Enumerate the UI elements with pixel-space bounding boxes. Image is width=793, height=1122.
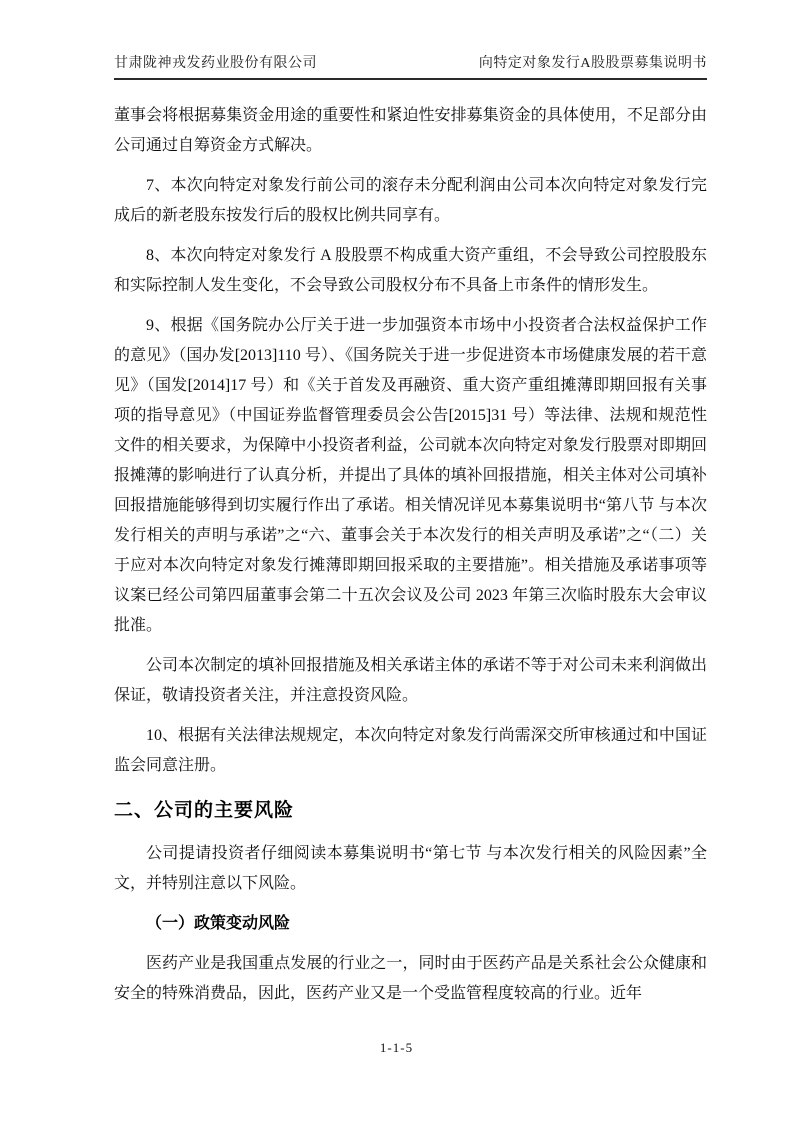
body-paragraph: 公司本次制定的填补回报措施及相关承诺主体的承诺不等于对公司未来利润做出保证，敬请投资者关注，并注意投资风险。: [114, 657, 707, 704]
body-paragraph: 7、本次向特定对象发行前公司的滚存未分配利润由公司本次向特定对象发行完成后的新老股东按发行后的股权比例共同享有。: [114, 177, 707, 224]
section-heading: 二、公司的主要风险: [114, 800, 295, 821]
page-header: [114, 52, 707, 80]
document-body: [114, 80, 707, 1009]
body-paragraph: 10、根据有关法律法规规定，本次向特定对象发行尚需深交所审核通过和中国证监会同意注册。: [114, 727, 707, 774]
body-paragraph: 公司提请投资者仔细阅读本募集说明书“第七节 与本次发行相关的风险因素”全文，并特别注意以下风险。: [114, 845, 707, 892]
subsection-heading: （一）政策变动风险: [146, 915, 291, 932]
header-company-name: 甘肃陇神戎发药业股份有限公司: [114, 56, 317, 71]
body-paragraph: 董事会将根据募集资金用途的重要性和紧迫性安排募集资金的具体使用，不足部分由公司通过自筹资金方式解决。: [114, 107, 707, 154]
header-document-title: 向特定对象发行A股股票募集说明书: [478, 56, 707, 71]
body-paragraph: 8、本次向特定对象发行 A 股股票不构成重大资产重组，不会导致公司控股股东和实际控制人发生变化，不会导致公司股权分布不具备上市条件的情形发生。: [114, 247, 707, 294]
body-paragraph: 9、根据《国务院办公厅关于进一步加强资本市场中小投资者合法权益保护工作的意见》（国办发[2013]110 号）、《国务院关于进一步促进资本市场健康发展的若干意见》（国发[2014]17 号）和《关于首发及再融资、重大资产重组摊薄即期回报有关事项的指导意见》（中国证券监督管理委员会公告[2015]31 号）等法律、法规和规范性文件的相关要求，为保障中小投资者利益，公司就本次向特定对象发行股票对即期回报摊薄的影响进行了认真分析，并提出了具体的填补回报措施，相关主体对公司填补回报措施能够得到切实履行作出了承诺。相关情况详见本募集说明书“第八节 与本次发行相关的声明与承诺”之“六、董事会关于本次发行的相关声明及承诺”之“（二）关于应对本次向特定对象发行摊薄即期回报采取的主要措施”。相关措施及承诺事项等议案已经公司第四届董事会第二十五次会议及公司 2023 年第三次临时股东大会审议批准。: [114, 317, 707, 634]
body-paragraph: 医药产业是我国重点发展的行业之一，同时由于医药产品是关系社会公众健康和安全的特殊消费品，因此，医药产业又是一个受监管程度较高的行业。近年: [114, 955, 707, 1002]
page-number: 1-1-5: [379, 1040, 414, 1055]
